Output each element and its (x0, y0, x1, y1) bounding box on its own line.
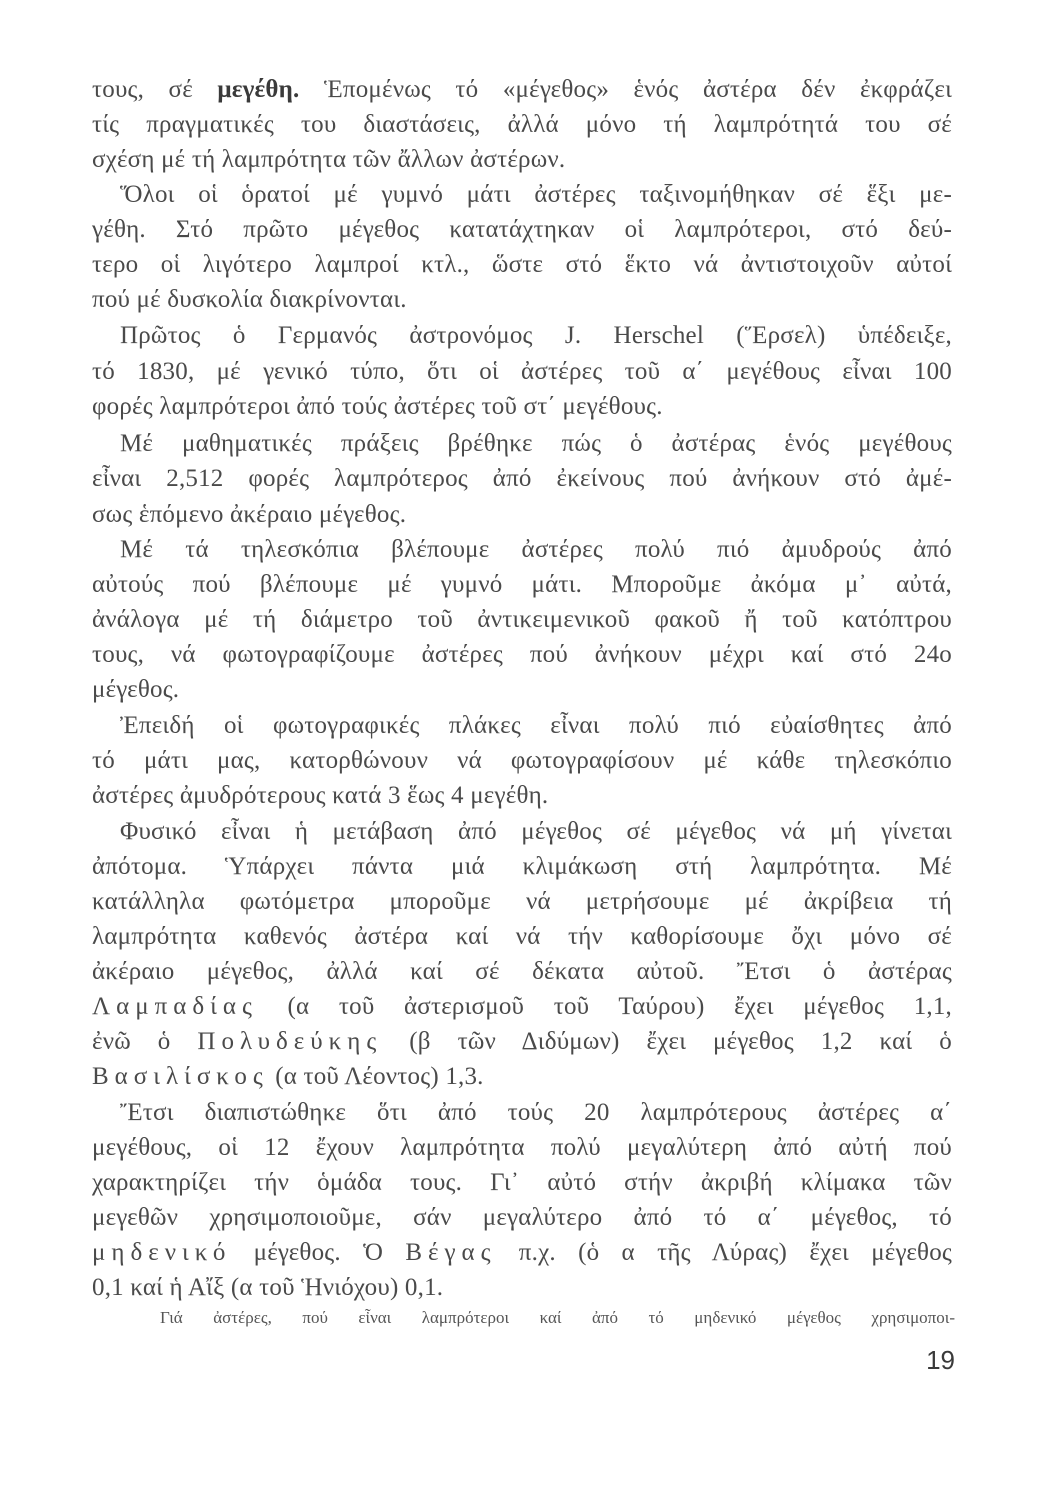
spaced-star-name: Πολυδεύκης (197, 1028, 383, 1055)
text-line: τους, σέ μεγέθη. Ἑπομένως τό «μέγεθος» ἑνός ἀστέρα δέν ἐκφράζει (92, 76, 952, 103)
text-line: ἀνάλογα μέ τή διάμετρο τοῦ ἀντικειμενικοῦ φακοῦ ἤ τοῦ κατόπτρου (92, 606, 952, 633)
text-line: πού μέ δυσκολία διακρίνονται. (92, 286, 407, 313)
text-line: μέγεθος. (92, 676, 180, 703)
text-line: φορές λαμπρότεροι ἀπό τούς ἀστέρες τοῦ στ΄ μεγέθους. (92, 393, 663, 420)
text-line: ἀπότομα. Ὑπάρχει πάντα μιά κλιμάκωση στή λαμπρότητα. Μέ (92, 853, 952, 880)
footnote: Γιά ἀστέρες, πού εἶναι λαμπρότεροι καί ἀπό τό μηδενικό μέγεθος χρησιμοποι- (160, 1308, 955, 1327)
text-line: ἐνῶ ὁ Πολυδεύκης (β τῶν Διδύμων) ἔχει μέγεθος 1,2 καί ὁ (92, 1028, 952, 1055)
text-line: Βασιλίσκος (α τοῦ Λέοντος) 1,3. (92, 1063, 484, 1090)
page-number: 19 (926, 1345, 955, 1375)
text-line: σως ἑπόμενο ἀκέραιο μέγεθος. (92, 501, 407, 528)
spaced-star-name: Βασιλίσκος (92, 1063, 269, 1090)
text-line: μεγεθῶν χρησιμοποιοῦμε, σάν μεγαλύτερο ἀπό τό α΄ μέγεθος, τό (92, 1204, 952, 1231)
spaced-term: μηδενικό (92, 1239, 232, 1266)
text-line: τερο οἱ λιγότερο λαμπροί κτλ., ὥστε στό ἕκτο νά ἀντιστοιχοῦν αὐτοί (92, 251, 952, 278)
text-line: εἶναι 2,512 φορές λαμπρότερος ἀπό ἐκείνους πού ἀνήκουν στό ἀμέ- (92, 465, 952, 492)
text-line: Ἐπειδή οἱ φωτογραφικές πλάκες εἶναι πολύ πιό εὐαίσθητες ἀπό (120, 712, 952, 739)
text-line: τό 1830, μέ γενικό τύπο, ὅτι οἱ ἀστέρες τοῦ α΄ μεγέθους εἶναι 100 (92, 358, 952, 385)
text-line: Μέ τά τηλεσκόπια βλέπουμε ἀστέρες πολύ πιό ἀμυδρούς ἀπό (120, 536, 952, 563)
text-line: Μέ μαθηματικές πράξεις βρέθηκε πώς ὁ ἀστέρας ἑνός μεγέθους (120, 430, 952, 457)
text-line: γέθη. Στό πρῶτο μέγεθος κατατάχτηκαν οἱ λαμπρότεροι, στό δεύ- (92, 216, 952, 243)
spaced-star-name: Λαμπαδίας (92, 993, 258, 1020)
text-line: τους, νά φωτογραφίζουμε ἀστέρες πού ἀνήκουν μέχρι καί στό 24ο (92, 641, 952, 668)
spaced-star-name: Βέγας (405, 1239, 497, 1266)
text-line: τίς πραγματικές του διαστάσεις, ἀλλά μόνο τή λαμπρότητά του σέ (92, 111, 952, 138)
text-line: Ὅλοι οἱ ὁρατοί μέ γυμνό μάτι ἀστέρες ταξινομήθηκαν σέ ἕξι με- (120, 181, 952, 208)
text-line: ἀκέραιο μέγεθος, ἀλλά καί σέ δέκατα αὐτοῦ. Ἔτσι ὁ ἀστέρας (92, 958, 952, 985)
text-line: Λαμπαδίας (α τοῦ ἀστερισμοῦ τοῦ Ταύρου) ἔχει μέγεθος 1,1, (92, 993, 952, 1020)
text-line: αὐτούς πού βλέπουμε μέ γυμνό μάτι. Μποροῦμε ἀκόμα μ᾽ αὐτά, (92, 571, 952, 598)
text-line: κατάλληλα φωτόμετρα μποροῦμε νά μετρήσουμε μέ ἀκρίβεια τή (92, 888, 952, 915)
text-line: Ἔτσι διαπιστώθηκε ὅτι ἀπό τούς 20 λαμπρότερους ἀστέρες α΄ (120, 1099, 952, 1126)
text-line: ἀστέρες ἀμυδρότερους κατά 3 ἕως 4 μεγέθη. (92, 782, 549, 809)
text-line: Πρῶτος ὁ Γερμανός ἀστρονόμος J. Herschel (Ἕρσελ) ὑπέδειξε, (120, 322, 952, 349)
text-line: 0,1 καί ἡ Αἴξ (α τοῦ Ἡνιόχου) 0,1. (92, 1274, 444, 1301)
text-line: σχέση μέ τή λαμπρότητα τῶν ἄλλων ἀστέρων. (92, 146, 566, 173)
bold-term: μεγέθη. (217, 76, 300, 103)
text-line: μηδενικό μέγεθος. Ὁ Βέγας π.χ. (ὁ α τῆς Λύρας) ἔχει μέγεθος (92, 1239, 952, 1266)
text-line: τό μάτι μας, κατορθώνουν νά φωτογραφίσουν μέ κάθε τηλεσκόπιο (92, 747, 952, 774)
text-line: μεγέθους, οἱ 12 ἔχουν λαμπρότητα πολύ μεγαλύτερη ἀπό αὐτή πού (92, 1134, 952, 1161)
text-line: χαρακτηρίζει τήν ὁμάδα τους. Γι᾽ αὐτό στήν ἀκριβή κλίμακα τῶν (92, 1169, 952, 1196)
text-line: Φυσικό εἶναι ἡ μετάβαση ἀπό μέγεθος σέ μέγεθος νά μή γίνεται (120, 818, 952, 845)
text-line: λαμπρότητα καθενός ἀστέρα καί νά τήν καθορίσουμε ὄχι μόνο σέ (92, 923, 952, 950)
